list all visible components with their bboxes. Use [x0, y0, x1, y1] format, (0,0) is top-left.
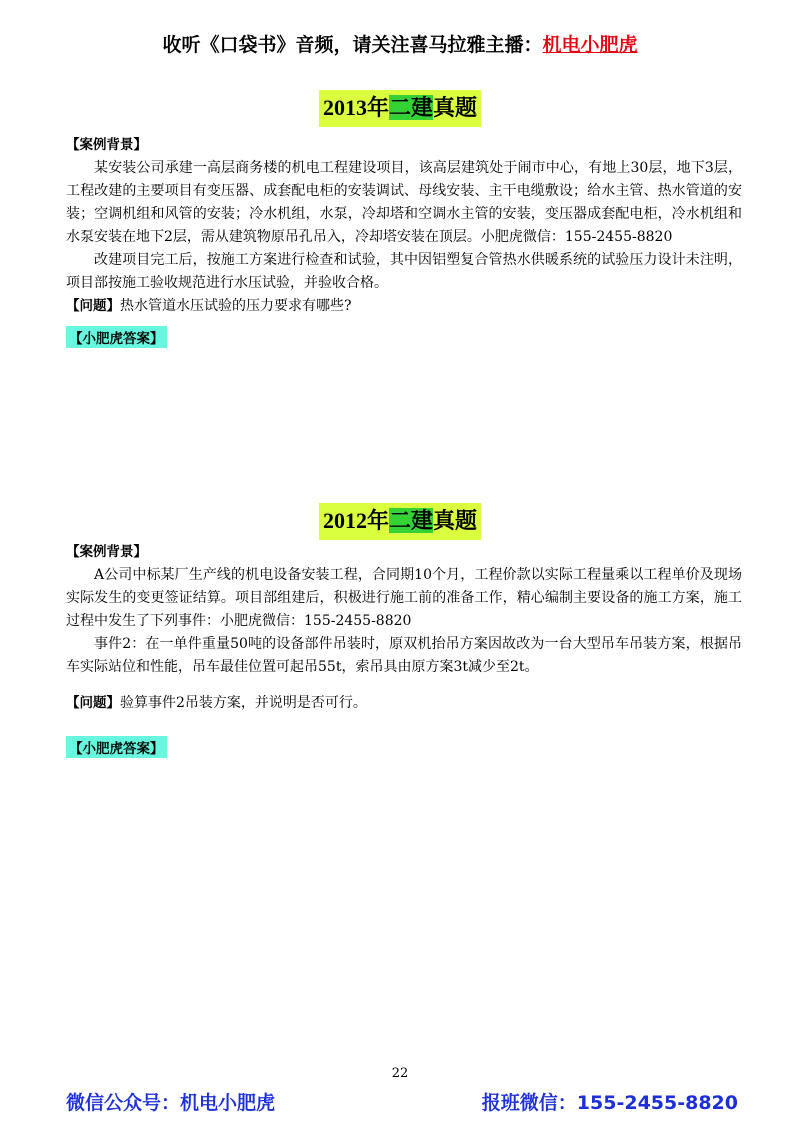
case-paragraph: 某安装公司承建一高层商务楼的机电工程建设项目，该高层建筑处于闹市中心，有地上30层，地下3层，工程改建的主要项目有变压器、成套配电柜的安装调试、母线安装、主干电缆敷设；给水主管、热水管道的安装；空调机组和风管的安装；冷水机组，水泵，冷却塔和空调水主管的安装，变压器成套配电柜，冷水机组和水泵安装在地下2层，需从建筑物原吊孔吊入，冷却塔安装在顶层。小肥虎微信：155-2455-8820 — [66, 160, 742, 245]
background-label: 【案例背景】 — [66, 544, 147, 560]
page-header — [0, 30, 800, 57]
section-title-2012 — [0, 503, 800, 540]
title-highlight — [319, 90, 481, 127]
answer-label-2013: 【小肥虎答案】 — [66, 326, 167, 348]
page-number: 22 — [391, 1066, 409, 1081]
question-label: 【问题】 — [66, 298, 120, 314]
question-2012 — [66, 692, 742, 715]
question-label: 【问题】 — [66, 695, 120, 711]
case-paragraph: A公司中标某厂生产线的机电设备安装工程，合同期10个月，工程价款以实际工程量乘以工程单价及现场实际发生的变更签证结算。项目部组建后，积极进行施工前的准备工作，精心编制主要设备的施工方案，施工过程中发生了下列事件：小肥虎微信：155-2455-8820 — [66, 567, 742, 629]
title-year: 2012年 — [322, 508, 389, 533]
case-2013 — [66, 134, 742, 318]
case-paragraph: 改建项目完工后，按施工方案进行检查和试验，其中因铝塑复合管热水供暖系统的试验压力设计未注明，项目部按施工验收规范进行水压试验，并验收合格。 — [66, 252, 742, 291]
question-text: 验算事件2吊装方案，并说明是否可行。 — [120, 695, 367, 711]
footer-enroll-wechat: 报班微信：155-2455-8820 — [481, 1092, 738, 1114]
title-highlight — [319, 503, 481, 540]
answer-label-2012: 【小肥虎答案】 — [66, 736, 167, 758]
section-title-2013 — [0, 90, 800, 127]
title-suffix: 真题 — [433, 95, 478, 120]
case-2012 — [66, 541, 742, 679]
footer-wechat-account: 微信公众号：机电小肥虎 — [66, 1092, 276, 1114]
title-suffix: 真题 — [433, 508, 478, 533]
title-mid: 二建 — [388, 95, 433, 120]
title-year: 2013年 — [322, 95, 389, 120]
header-host-link[interactable]: 机电小肥虎 — [542, 34, 638, 56]
question — [66, 295, 742, 318]
case-paragraph: 事件2：在一单件重量50吨的设备部件吊装时，原双机抬吊方案因故改为一台大型吊车吊装方案，根据吊车实际站位和性能，吊车最佳位置可起吊55t，索吊具由原方案3t减少至2t。 — [66, 636, 742, 675]
question-text: 热水管道水压试验的压力要求有哪些? — [120, 298, 352, 314]
header-prefix: 收听《口袋书》音频，请关注喜马拉雅主播： — [162, 34, 543, 56]
question — [66, 692, 742, 715]
title-mid: 二建 — [388, 508, 433, 533]
background-label: 【案例背景】 — [66, 137, 147, 153]
